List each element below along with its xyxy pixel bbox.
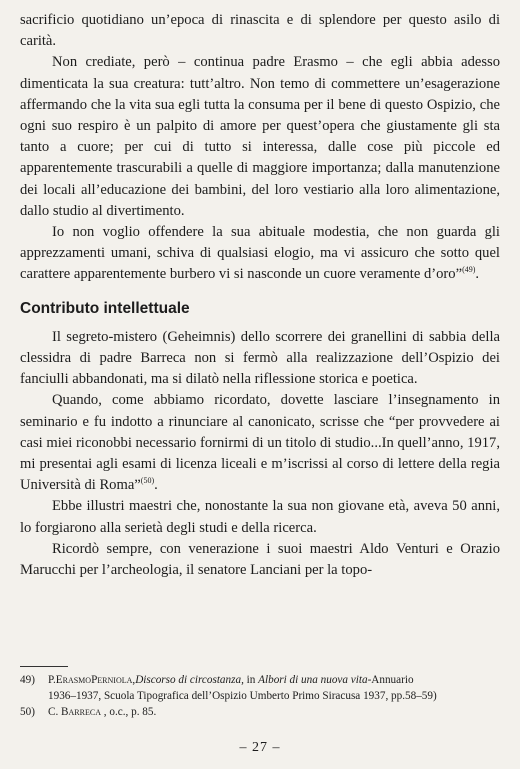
main-text	[20, 10, 500, 581]
footnote-text: in	[243, 674, 259, 686]
paragraph: Non crediate, però – continua padre Erasmo – che egli abbia adesso dimenticata la sua creatura: tutt’altro. Non temo di commettere un’esagerazione affermando che la vita sua egli tutta la consuma per il bene di questo Ospizio, che ogni suo respiro è un palpito di amore per quest’opera che giustamente gli sta tanto a cuore; per cui di tutto si interessa, dalle cose più piccole ed apparentemente trascurabili a quelle di maggiore importanza; dalla manutenzione dei locali all’educazione dei bambini, del loro vestiario alla loro alimentazione, dallo studio al divertimento.	[20, 54, 500, 219]
paragraph: Il segreto-mistero (Geheimnis) dello scorrere dei granellini di sabbia della clessidra di padre Barreca non si fermò alla realizzazione dell’Ospizio dei fanciulli abbandonati, ma si dilatò nella riflessione storica e poetica.	[20, 328, 500, 388]
paragraph-text: Io non voglio offendere la sua abituale modestia, che non guarda gli apprezzamenti umani, schiva di qualsiasi elogio, ma vi assicuro che sotto quel carattere apparentemente burbero vi si nasconde un cuore veramente d’oro”	[20, 224, 500, 283]
paragraph-text: Quando, come abbiamo ricordato, dovette lasciare l’insegnamento in seminario e fu indotto a rinunciare al canonicato, scrisse che “per provvedere ai casi miei riconobbi necessario fornirmi di un titolo di studio...In quell’anno, 1917, mi presentai agli esami di licenza liceali e m’iscrissi al corso di lettere della regia Università di Roma”	[20, 392, 500, 494]
paragraph: Ricordò sempre, con venerazione i suoi maestri Aldo Venturi e Orazio Marucchi per l’archeologia, il senatore Lanciani per la topo-	[20, 540, 500, 579]
paragraph: sacrificio quotidiano un’epoca di rinascita e di splendore per questo asilo di carità.	[20, 12, 500, 50]
footnote-text: -Annuario	[367, 674, 414, 686]
section-heading: Contributo intellettuale	[20, 299, 190, 317]
footnote-number: 50)	[20, 706, 35, 718]
footnote-ref: (50)	[140, 476, 155, 486]
footnote-divider	[20, 666, 68, 667]
footnote-ref: (49)	[462, 265, 476, 275]
footnote-title: Discorso di circostanza,	[135, 674, 244, 686]
footnote	[20, 704, 504, 720]
paragraph	[20, 222, 500, 286]
footnote-journal: Albori di una nuova vita	[258, 674, 368, 686]
punctuation: .	[154, 477, 158, 494]
paragraph	[20, 390, 500, 496]
footnote-author: C. Barreca	[48, 706, 101, 718]
page-number: – 27 –	[239, 740, 281, 755]
paragraph: Ebbe illustri maestri che, nonostante la sua non giovane età, aveva 50 anni, lo forgiarono alla serietà degli studi e della ricerca.	[20, 498, 500, 536]
footnote	[20, 672, 504, 688]
footnote-continuation: 1936–1937, Scuola Tipografica dell’Ospizio Umberto Primo Siracusa 1937, pp.58–59)	[48, 690, 437, 702]
footnote-number: 49)	[20, 674, 35, 686]
footnote-author: P.ErasmoPerniola,	[48, 674, 136, 686]
punctuation: .	[475, 266, 480, 283]
footnote-text: , o.c., p. 85.	[100, 706, 157, 718]
footnotes	[20, 672, 504, 720]
